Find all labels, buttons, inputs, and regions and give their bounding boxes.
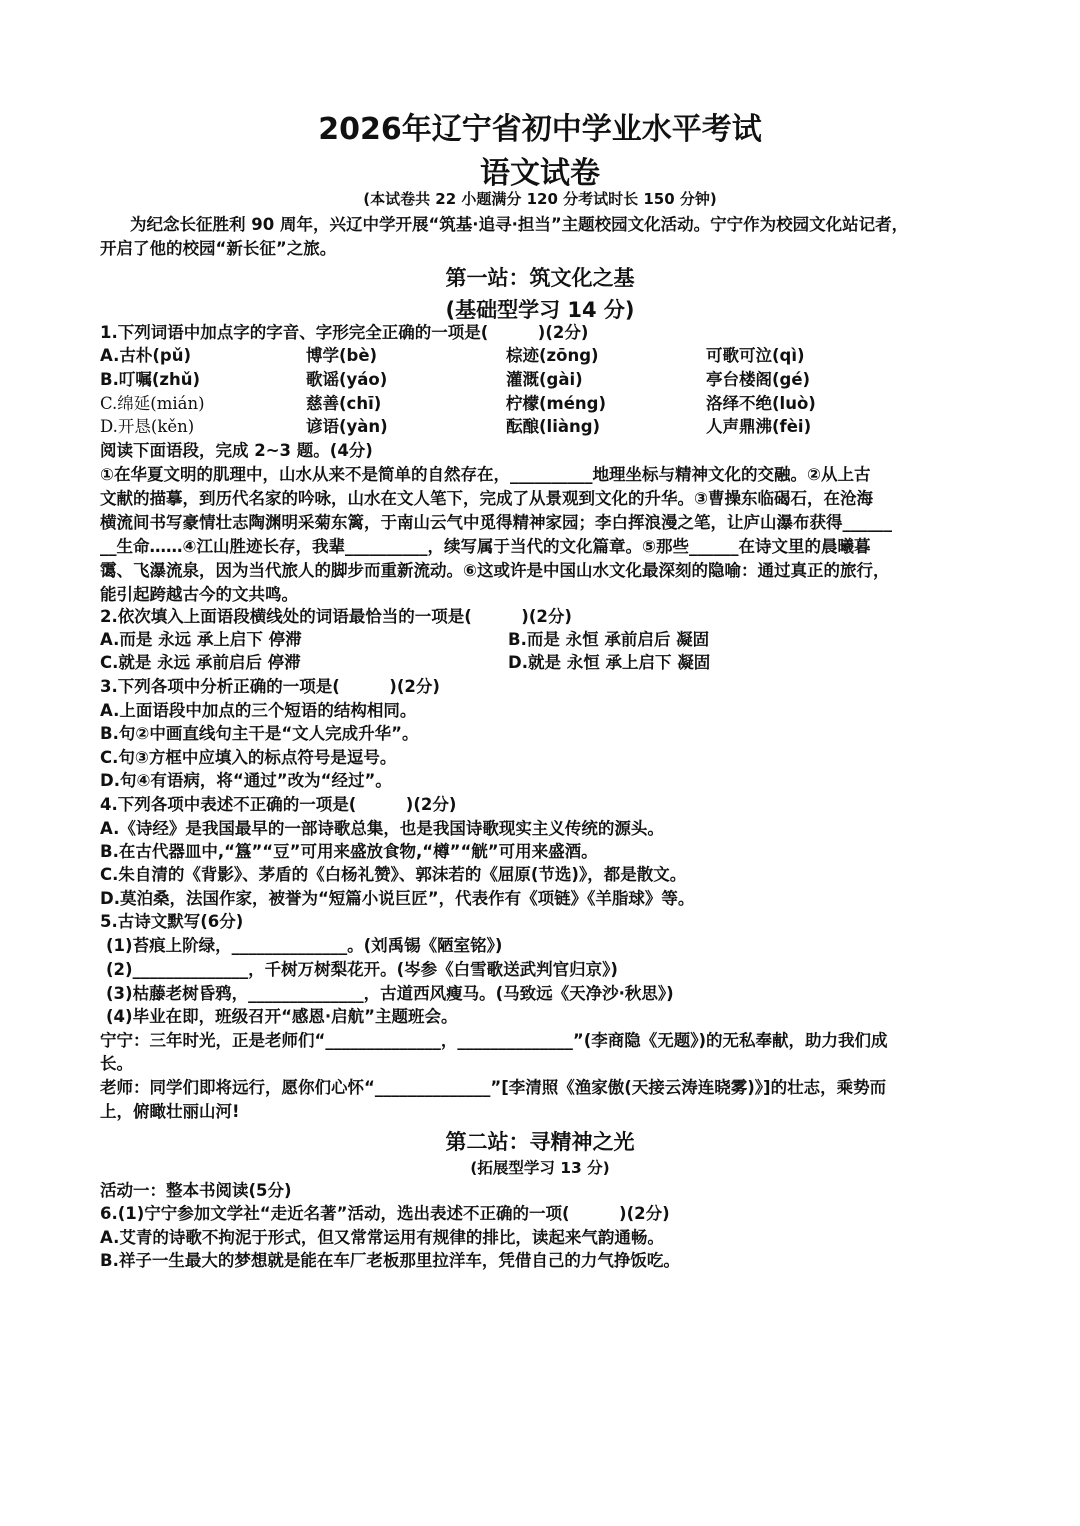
exam-title: 2026年辽宁省初中学业水平考试	[318, 112, 762, 147]
q5-stem: 5.古诗文默写(6分)	[100, 912, 244, 931]
q1-option-a3: 棕迹(zōng)	[506, 346, 599, 365]
exam-note: (本试卷共 22 小题满分 120 分考试时长 150 分钟)	[363, 190, 717, 208]
q1-option-d1: D.开恳(kěn)	[100, 417, 195, 436]
activity1-title: 活动一：整本书阅读(5分)	[100, 1181, 292, 1200]
q4-option-d: D.莫泊桑，法国作家，被誉为“短篇小说巨匠”，代表作有《项链》《羊脂球》等。	[100, 889, 695, 908]
q2-option-c: C.就是 永远 承前启后 停滞	[100, 653, 301, 672]
passage-line-6: 能引起跨越古今的文共鸣。	[100, 585, 298, 604]
intro-line-2: 开启了他的校园“新长征”之旅。	[100, 239, 337, 258]
exam-subtitle: 语文试卷	[480, 156, 600, 191]
q6-stem: 6.(1)宁宁参加文学社“走近名著”活动，选出表述不正确的一项( )(2分)	[100, 1204, 670, 1223]
q1-option-b3: 灌溉(gài)	[506, 370, 583, 389]
q1-option-c3: 柠檬(méng)	[506, 394, 607, 413]
passage-lead: 阅读下面语段，完成 2~3 题。(4分)	[100, 441, 373, 460]
q1-stem: 1.下列词语中加点字的字音、字形完全正确的一项是( )(2分)	[100, 323, 589, 342]
q5-dialog-1: 宁宁：三年时光，正是老师们“______________，______________”(李商隐《无题》)的无私奉献，助力我们成	[100, 1031, 888, 1050]
q5-dialog-4: 上，俯瞰壮丽山河!	[100, 1102, 240, 1121]
q1-option-b4: 亭台楼阁(gé)	[706, 370, 811, 389]
q5-item-3: (3)枯藤老树昏鸦，______________，古道西风瘦马。(马致远《天净沙·秋思》)	[106, 984, 674, 1003]
q1-option-b1: B.叮嘱(zhǔ)	[100, 370, 201, 389]
station2-title: 第二站：寻精神之光	[445, 1130, 635, 1154]
q3-option-a: A.上面语段中加点的三个短语的结构相同。	[100, 701, 417, 720]
q6-option-a: A.艾青的诗歌不拘泥于形式，但又常常运用有规律的排比，读起来气韵通畅。	[100, 1228, 664, 1247]
q1-option-c4: 洛绎不绝(luò)	[706, 394, 816, 413]
q3-option-c: C.句③方框中应填入的标点符号是逗号。	[100, 748, 397, 767]
q1-option-b2: 歌谣(yáo)	[306, 370, 388, 389]
q3-stem: 3.下列各项中分析正确的一项是( )(2分)	[100, 677, 440, 696]
q4-stem: 4.下列各项中表述不正确的一项是( )(2分)	[100, 795, 457, 814]
passage-line-2: 文献的描摹，到历代名家的吟咏，山水在文人笔下，完成了从景观到文化的升华。③曹操东临碣石，在沧海	[100, 489, 873, 508]
q3-option-b: B.句②中画直线句主干是“文人完成升华”。	[100, 724, 419, 743]
q2-option-a: A.而是 永远 承上启下 停滞	[100, 630, 302, 649]
q2-stem: 2.依次填入上面语段横线处的词语最恰当的一项是( )(2分)	[100, 607, 572, 626]
q1-option-a4: 可歌可泣(qì)	[706, 346, 805, 365]
q1-option-d4: 人声鼎沸(fèi)	[706, 417, 812, 436]
q3-option-d: D.句④有语病，将“通过”改为“经过”。	[100, 771, 392, 790]
passage-line-4: __生命……④江山胜迹长存，我辈__________，续写属于当代的文化篇章。⑤那些______在诗文里的晨曦暮	[100, 537, 871, 556]
q1-option-a1: A.古朴(pǔ)	[100, 346, 191, 365]
q2-option-d: D.就是 永恒 承上启下 凝固	[508, 653, 711, 672]
station2-subtitle: (拓展型学习 13 分)	[470, 1159, 610, 1177]
q5-dialog-2: 长。	[100, 1054, 133, 1073]
q1-option-c2: 慈善(chī)	[306, 394, 382, 413]
q5-item-4: (4)毕业在即，班级召开“感恩·启航”主题班会。	[106, 1007, 458, 1026]
passage-line-1: ①在华夏文明的肌理中，山水从来不是简单的自然存在，__________地理坐标与精神文化的交融。②从上古	[100, 465, 871, 484]
passage-line-5: 霭、飞瀑流泉，因为当代旅人的脚步而重新流动。⑥这或许是中国山水文化最深刻的隐喻：通过真正的旅行，	[100, 561, 890, 580]
q2-option-b: B.而是 永恒 承前启后 凝固	[508, 630, 710, 649]
q1-option-d3: 酝酿(liàng)	[506, 417, 601, 436]
q4-option-c: C.朱自清的《背影》、茅盾的《白杨礼赞》、郭沫若的《屈原(节选)》，都是散文。	[100, 865, 687, 884]
q1-option-c1: C.绵延(mián)	[100, 394, 205, 413]
station1-title: 第一站：筑文化之基	[445, 266, 635, 290]
station1-subtitle: (基础型学习 14 分)	[445, 298, 635, 322]
q5-item-2: (2)______________，千树万树梨花开。(岑参《白雪歌送武判官归京》)	[106, 960, 618, 979]
q5-item-1: (1)苔痕上阶绿，______________。(刘禹锡《陋室铭》)	[106, 936, 503, 955]
q4-option-a: A.《诗经》是我国最早的一部诗歌总集，也是我国诗歌现实主义传统的源头。	[100, 819, 664, 838]
q1-option-a2: 博学(bè)	[306, 346, 378, 365]
q6-option-b: B.祥子一生最大的梦想就是能在车厂老板那里拉洋车，凭借自己的力气挣饭吃。	[100, 1251, 680, 1270]
passage-line-3: 横流间书写豪情壮志陶渊明采菊东篱，于南山云气中觅得精神家园；李白挥浪漫之笔，让庐山瀑布获得______	[100, 513, 892, 532]
intro-line-1: 为纪念长征胜利 90 周年，兴辽中学开展“筑基·追寻·担当”主题校园文化活动。宁宁作为校园文化站记者，	[130, 215, 909, 234]
q5-dialog-3: 老师：同学们即将远行，愿你们心怀“______________”[李清照《渔家傲(天接云涛连晓雾)》]的壮志，乘势而	[100, 1078, 887, 1097]
q1-option-d2: 谚语(yàn)	[306, 417, 388, 436]
q4-option-b: B.在古代器皿中,“簋”“豆”可用来盛放食物,“樽”“觥”可用来盛酒。	[100, 842, 598, 861]
